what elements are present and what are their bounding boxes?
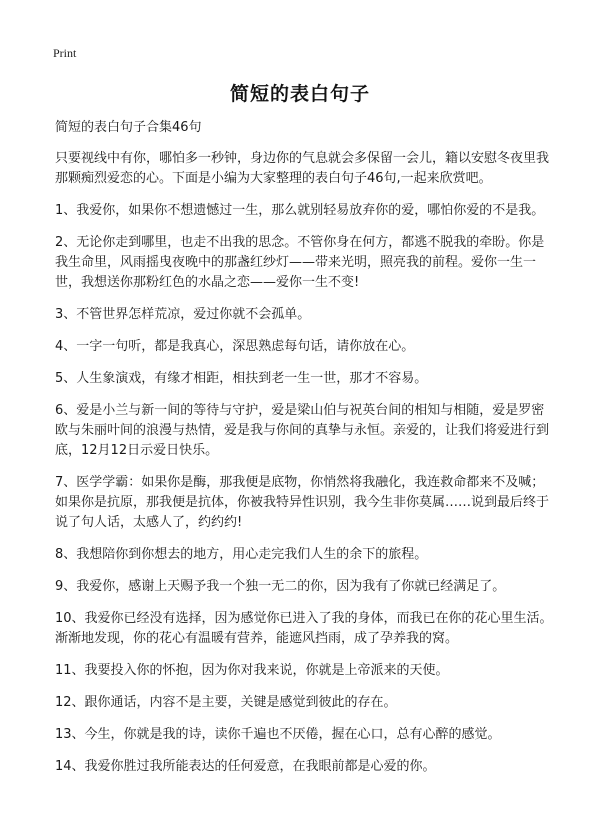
list-item: 6、爱是小兰与新一间的等待与守护，爱是梁山伯与祝英台间的相知与相随，爱是罗密欧与朱丽叶间的浪漫与热情，爱是我与你间的真挚与永恒。亲爱的，让我们将爱进行到底，12月12日示爱日快乐。 bbox=[55, 403, 550, 458]
list-item: 12、跟你通话，内容不是主要，关键是感觉到彼此的存在。 bbox=[55, 695, 397, 710]
list-item: 13、今生，你就是我的诗，读你千遍也不厌倦，握在心口，总有心醉的感觉。 bbox=[55, 727, 501, 742]
list-item: 9、我爱你，感谢上天赐予我一个独一无二的你，因为我有了你就已经满足了。 bbox=[55, 579, 506, 594]
list-item: 5、人生象演戏，有缘才相距，相扶到老一生一世，那才不容易。 bbox=[55, 371, 428, 386]
list-item: 1、我爱你，如果你不想遗憾过一生，那么就别轻易放弃你的爱，哪怕你爱的不是我。 bbox=[55, 203, 545, 218]
list-item: 8、我想陪你到你想去的地方，用心走完我们人生的余下的旅程。 bbox=[55, 547, 428, 562]
list-item: 3、不管世界怎样荒凉，爱过你就不会孤单。 bbox=[55, 307, 311, 322]
list-item: 7、医学学霸：如果你是酶，那我便是底物，你悄然将我融化，我连救命都来不及喊；如果你是抗原，那我便是抗体，你被我特异性识别，我今生非你莫属……说到最后终于说了句人话，太感人了，约约约! bbox=[55, 475, 550, 530]
list-item: 10、我爱你已经没有选择，因为感觉你已进入了我的身体，而我已在你的花心里生活。渐渐地发现，你的花心有温暖有营养，能遮风挡雨，成了孕养我的窝。 bbox=[55, 611, 553, 646]
article-body bbox=[55, 118, 555, 789]
list-item: 2、无论你走到哪里，也走不出我的思念。不管你身在何方，都逃不脱我的牵盼。你是我生命里，风雨摇曳夜晚中的那盏红纱灯——带来光明，照亮我的前程。爱你一生一世，我想送你那粉红色的水晶之恋——爱你一生不变! bbox=[55, 235, 545, 290]
page-title: 简短的表白句子 bbox=[229, 83, 370, 105]
list-item: 14、我爱你胜过我所能表达的任何爱意，在我眼前都是心爱的你。 bbox=[55, 759, 436, 774]
list-item: 11、我要投入你的怀抱，因为你对我来说，你就是上帝派来的天使。 bbox=[55, 663, 449, 678]
print-label: Print bbox=[53, 46, 77, 60]
article-subtitle: 简短的表白句子合集46句 bbox=[55, 120, 202, 135]
article-intro: 只要视线中有你，哪怕多一秒钟，身边你的气息就会多保留一会儿，籍以安慰冬夜里我那颗痴烈爱恋的心。下面是小编为大家整理的表白句子46句,一起来欣赏吧。 bbox=[55, 151, 550, 186]
list-item: 4、一字一句听，都是我真心，深思熟虑每句话，请你放在心。 bbox=[55, 339, 415, 354]
